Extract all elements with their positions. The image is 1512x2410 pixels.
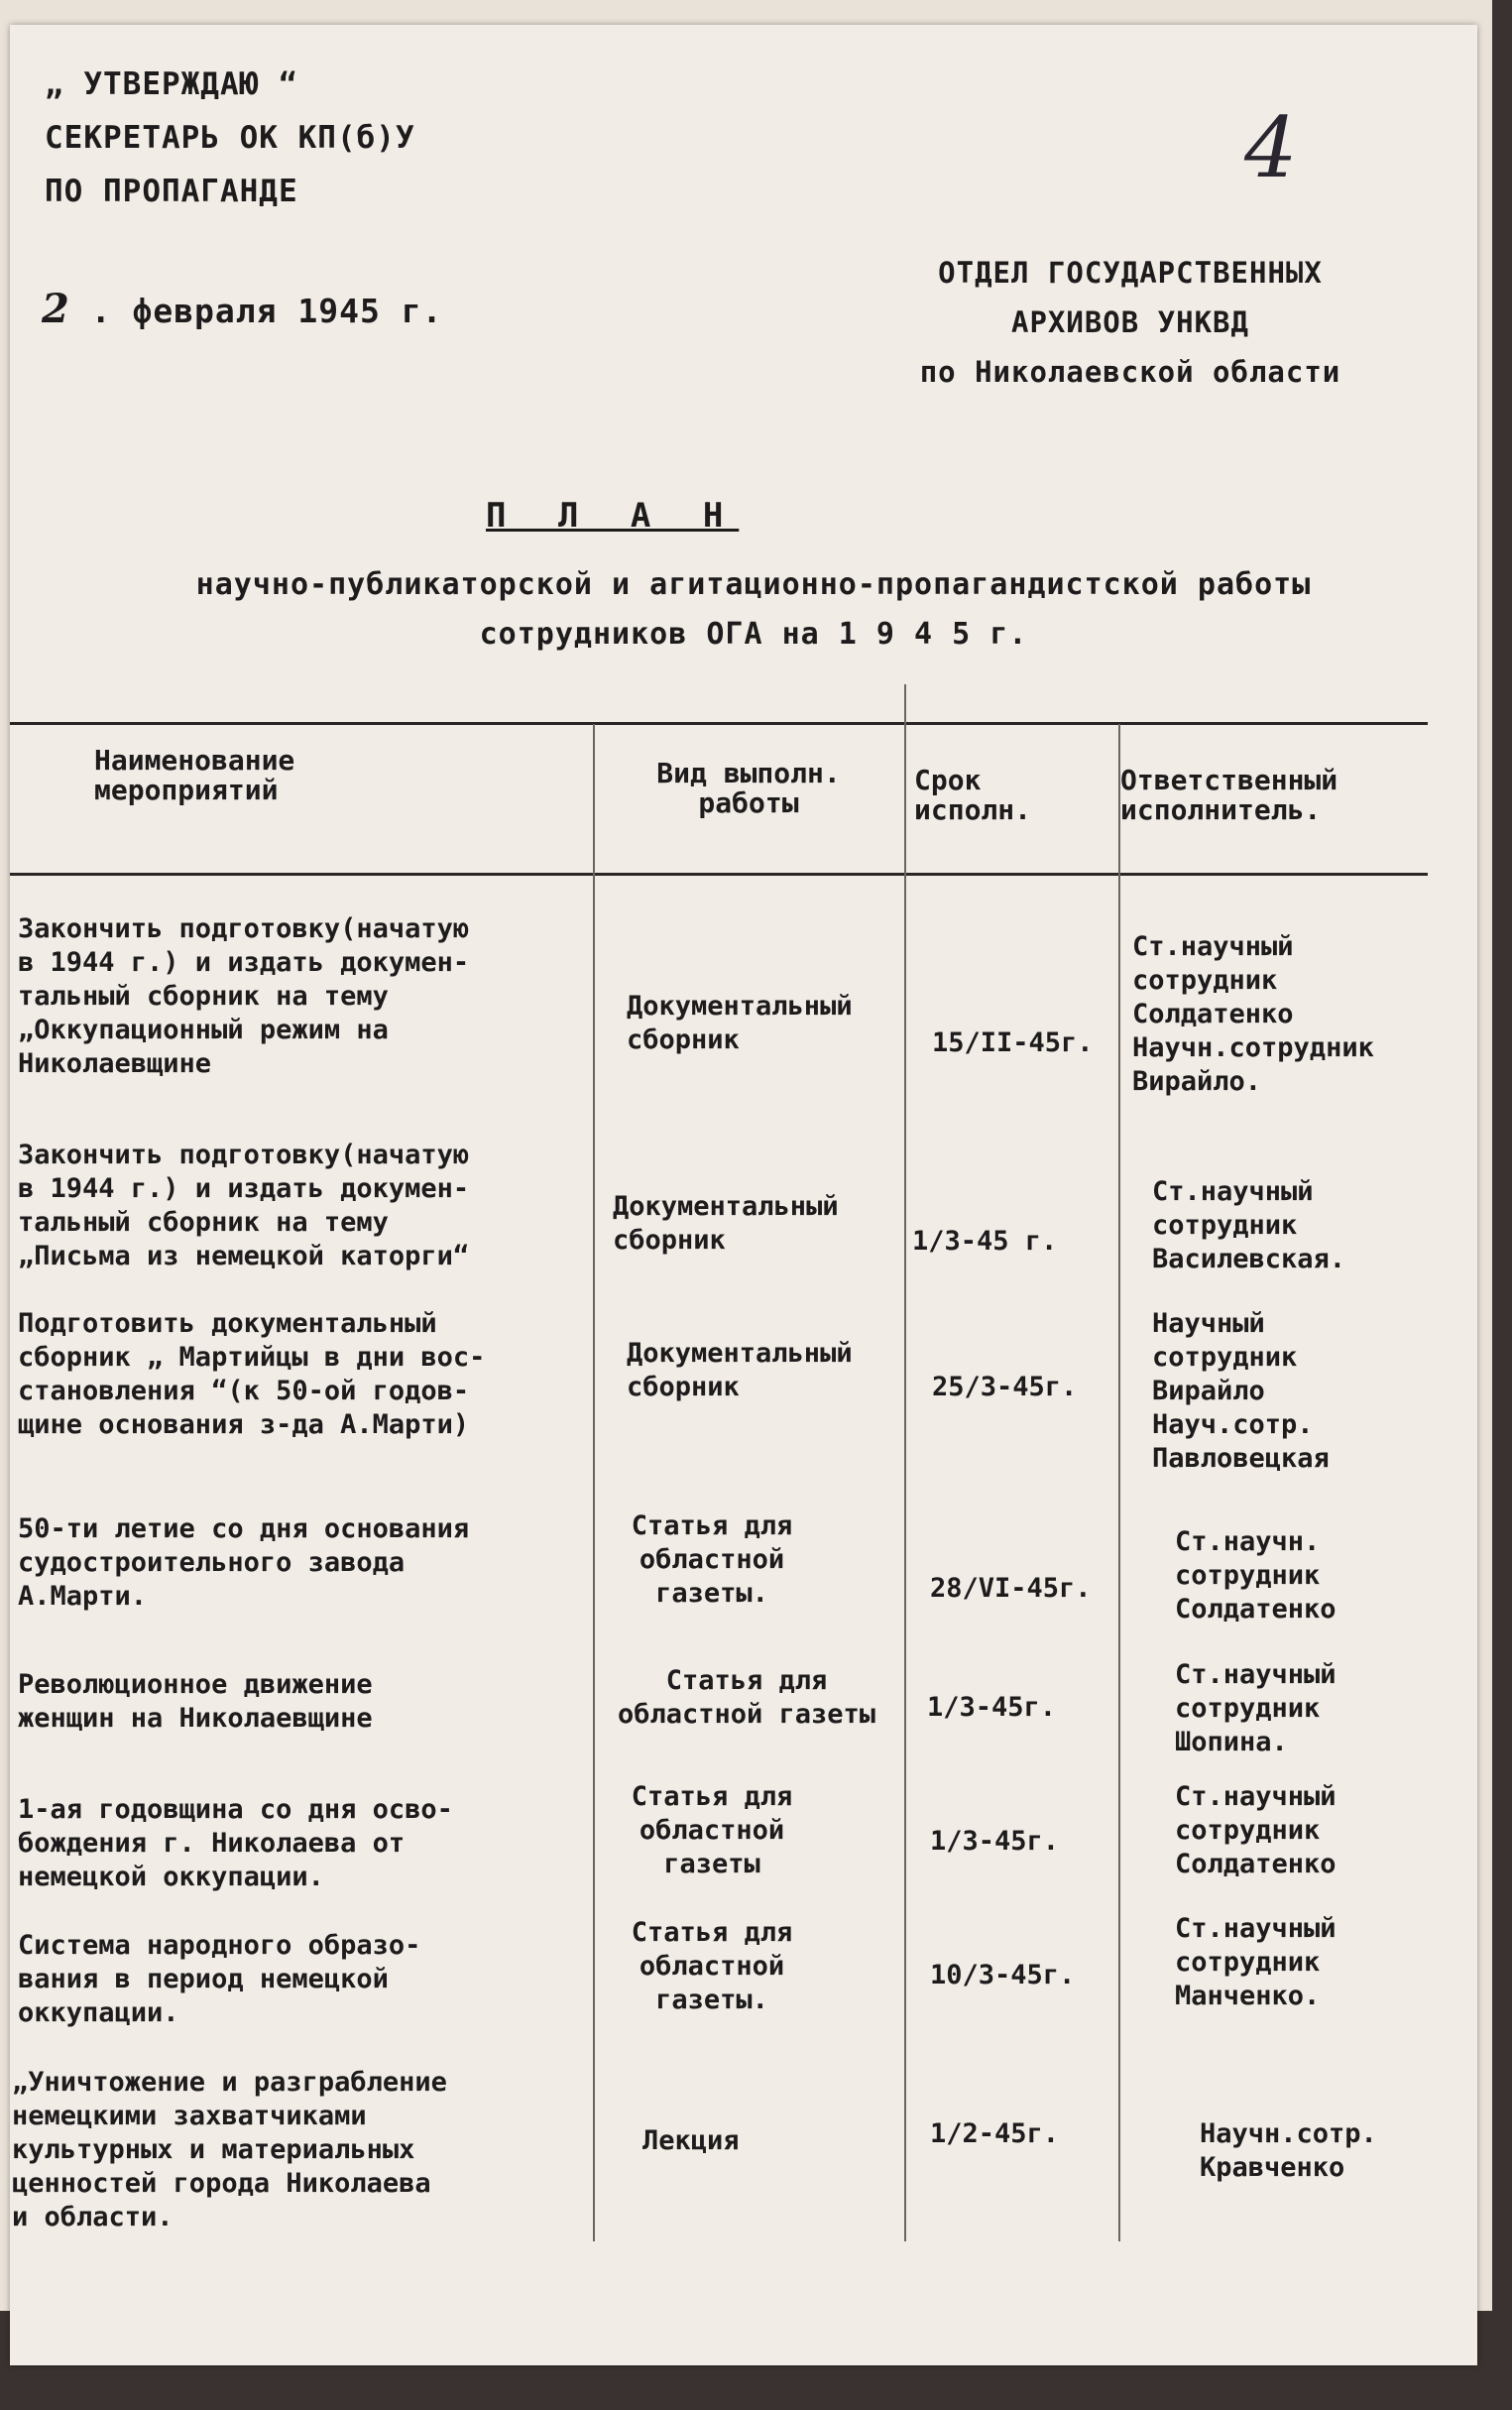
table-row-4-event: 50-ти летие со дня основания судостроительного завода А.Марти. [18,1513,470,1612]
table-row-3-person: Научный сотрудник Вирайло Науч.сотр. Павловецкая [1152,1308,1330,1474]
header-event: Наименование мероприятий [94,744,295,806]
document-subtitle [119,560,1388,660]
approval-date: 2 . февраля 1945 г. [42,286,443,332]
document-title: П Л А Н [486,496,740,536]
table-row-1-event: Закончить подготовку(начатую в 1944 г.) и издать докумен- тальный сборник на тему „Оккупационный режим на Николаевщине [18,913,470,1079]
department-header [872,248,1388,397]
subtitle-line-1: научно-публикаторской и агитационно-пропагандистской работы [195,567,1312,602]
table-row-7-type: Статья для областной газеты. [631,1917,793,2015]
table-row-8-person: Научн.сотр. Кравченко [1200,2118,1377,2183]
table-row-2-event: Закончить подготовку(начатую в 1944 г.) и издать докумен- тальный сборник на тему „Письма из немецкой каторги“ [18,1140,470,1271]
table-row-5-person: Ст.научный сотрудник Шопина. [1175,1659,1337,1757]
approve-word: „ УТВЕРЖДАЮ “ [45,66,298,102]
table-row-2-person: Ст.научный сотрудник Василевская. [1152,1176,1346,1274]
table-header-rule [10,873,1428,876]
page-number: 4 [1244,99,1299,196]
table-row-2-type: Документальный сборник [613,1191,839,1256]
table-top-rule [10,722,1428,725]
header-person: Ответственный исполнитель. [1120,764,1338,826]
dept-line-2: АРХИВОВ УНКВД [1011,305,1249,339]
table-row-3-type: Документальный сборник [627,1338,853,1402]
table-row-8-event: „Уничтожение и разграбление немецкими захватчиками культурных и материальных ценностей города Николаева и области. [12,2067,447,2232]
table-row-2-term: 1/3-45 г. [912,1226,1058,1257]
table-row-1-type: Документальный сборник [627,991,853,1055]
table-row-8-term: 1/2-45г. [930,2118,1060,2149]
table-row-6-event: 1-ая годовщина со дня осво- бождения г. Николаева от немецкой оккупации. [18,1794,453,1892]
table-row-8-type: Лекция [642,2125,740,2156]
table-row-5-type: Статья для областной газеты [617,1665,876,1730]
approval-stamp [45,58,415,218]
dept-line-3: по Николаевской области [919,355,1341,389]
table-row-1-term: 15/II-45г. [932,1027,1094,1058]
column-divider-2 [904,684,906,2241]
table-row-5-term: 1/3-45г. [927,1692,1057,1723]
subtitle-line-2: сотрудников ОГА на 1 9 4 5 г. [479,617,1028,652]
table-row-4-term: 28/VI-45г. [930,1573,1092,1604]
date-rest: февраля 1945 г. [132,292,443,330]
approver-position-2: ПО ПРОПАГАНДЕ [45,174,298,209]
table-row-7-person: Ст.научный сотрудник Манченко. [1175,1913,1337,2011]
table-row-4-person: Ст.научн. сотрудник Солдатенко [1175,1526,1337,1625]
date-day: 2 [42,286,70,332]
table-row-6-person: Ст.научный сотрудник Солдатенко [1175,1781,1337,1879]
table-row-3-event: Подготовить документальный сборник „ Мартийцы в дни вос- становления “(к 50-ой годов- щине основания з-да А.Марти) [18,1308,486,1440]
table-row-1-person: Ст.научный сотрудник Солдатенко Научн.сотрудник Вирайло. [1132,931,1374,1097]
table-row-5-event: Революционное движение женщин на Николаевщине [18,1669,373,1734]
table-row-7-event: Система народного образо- вания в период немецкой оккупации. [18,1930,421,2028]
table-row-6-term: 1/3-45г. [930,1826,1060,1857]
table-row-3-term: 25/3-45г. [932,1372,1078,1402]
table-row-7-term: 10/3-45г. [930,1960,1076,1990]
dept-line-1: ОТДЕЛ ГОСУДАРСТВЕННЫХ [938,256,1323,290]
column-divider-3 [1118,724,1120,2241]
table-row-4-type: Статья для областной газеты. [631,1510,793,1609]
header-type: Вид выполн. работы [656,757,841,819]
header-term: Срок исполн. [914,764,1032,826]
approver-position-1: СЕКРЕТАРЬ ОК КП(б)У [45,120,415,156]
table-row-6-type: Статья для областной газеты [631,1781,793,1879]
